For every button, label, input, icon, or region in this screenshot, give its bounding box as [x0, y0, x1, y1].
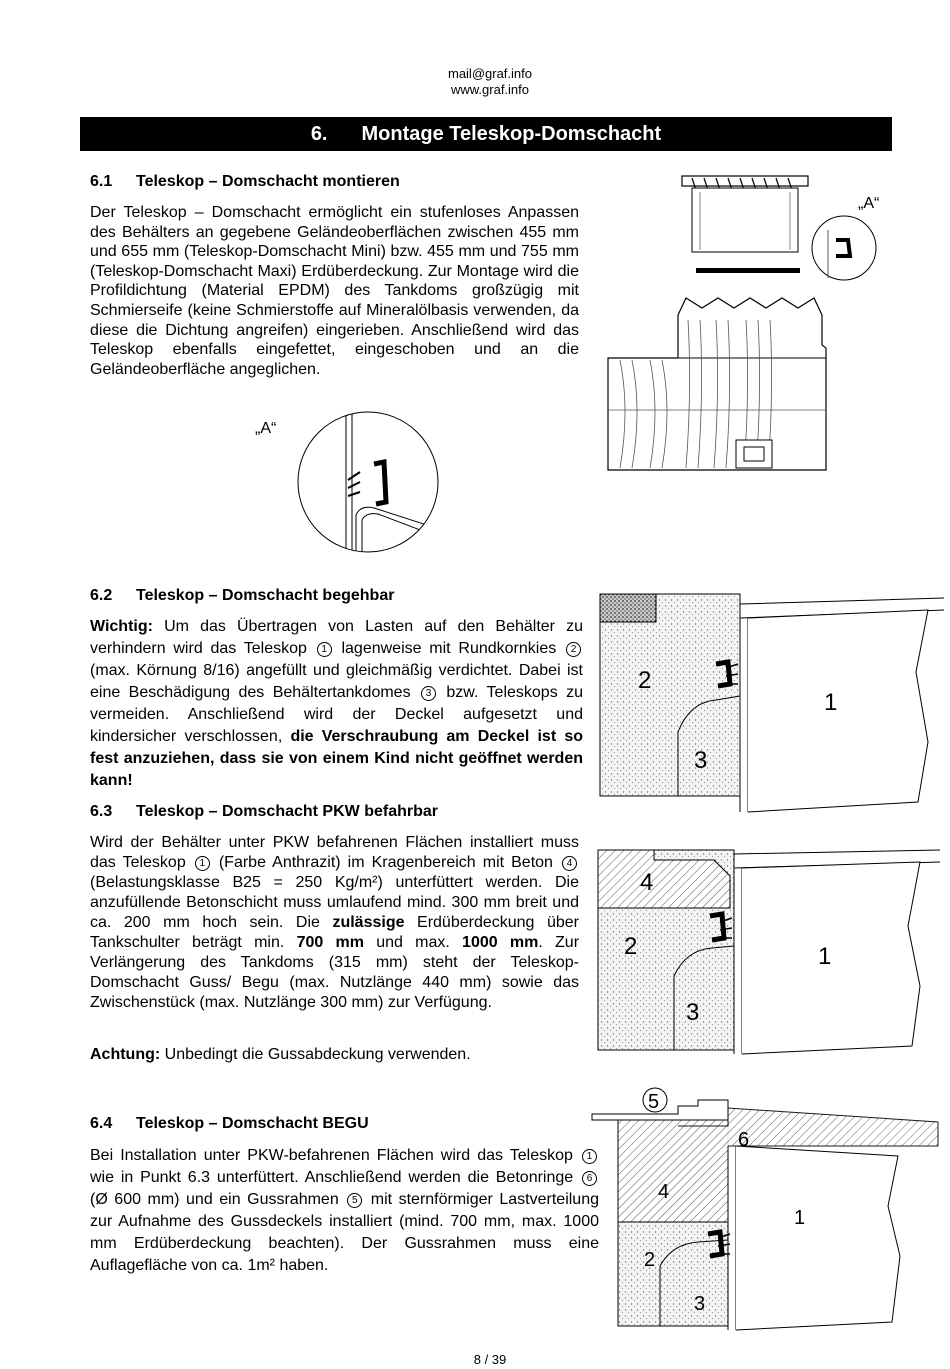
- important-label: Wichtig:: [90, 618, 153, 635]
- label-3: 3: [694, 1293, 706, 1315]
- page-number: 8 / 39: [473, 1352, 507, 1367]
- detail-label-a: „A“: [858, 195, 880, 212]
- label-1: 1: [794, 1207, 806, 1229]
- text-run: . Zur Verlängerung des Tankdoms (315 mm) steht der Teleskop-Domschacht Guss/ Begu (max. Nutzlänge 440 mm) sowie das Zwischenstück (max. Nutzlänge 300 mm) zur Verfügung.: [90, 934, 580, 1011]
- section-6-4-text: [90, 1145, 599, 1277]
- circled-number: 1: [195, 856, 210, 871]
- figure-pkw-cross-section: [594, 846, 944, 1056]
- text-run: Wird der Behälter unter PKW befahrenen Flächen installiert muss das Teleskop: [90, 834, 579, 871]
- detail-label-a-large: „A“: [255, 420, 277, 437]
- circled-number: 6: [582, 1171, 597, 1186]
- label-2: 2: [638, 667, 652, 694]
- section-title: Teleskop – Domschacht begehbar: [136, 587, 395, 604]
- text-run: (Farbe Anthrazit) im Kragenbereich mit Beton: [211, 854, 561, 871]
- section-6-3-heading: [90, 803, 438, 821]
- header-website: www.graf.info: [450, 82, 530, 97]
- label-6: 6: [738, 1129, 750, 1151]
- label-2: 2: [624, 933, 638, 960]
- text-run: Um das Übertragen von Lasten auf den Behälter zu verhindern wird das Teleskop: [90, 618, 583, 657]
- section-title: Teleskop – Domschacht PKW befahrbar: [136, 803, 438, 820]
- text-run: (Ø 600 mm) und ein Gussrahmen: [90, 1191, 346, 1208]
- section-number: 6.2: [90, 587, 113, 604]
- figure-begehbar-cross-section: [598, 592, 946, 814]
- section-number: 6.1: [90, 173, 113, 190]
- label-5: 5: [648, 1091, 660, 1113]
- section-6-4-heading: [90, 1115, 369, 1133]
- section-6-3-text: [90, 833, 579, 1013]
- circled-number: 4: [562, 856, 577, 871]
- circled-number: 5: [347, 1193, 362, 1208]
- section-6-2-text: [90, 616, 583, 792]
- figure-begu-cross-section: [588, 1086, 944, 1332]
- chapter-number: 6.: [310, 123, 328, 145]
- label-4: 4: [640, 869, 654, 896]
- section-6-1-heading: [90, 173, 400, 191]
- text-run: und max.: [363, 934, 463, 951]
- section-6-3-note: [90, 1045, 579, 1065]
- label-1: 1: [824, 689, 838, 716]
- text-run: Erdüberdeckung über Tankschulter beträgt min.: [90, 914, 580, 951]
- text-run: Unbedingt die Gussabdeckung verwenden.: [160, 1046, 471, 1063]
- attention-label: Achtung:: [90, 1046, 161, 1063]
- text-run: bzw. Teleskops zu vermeiden. Anschließend wird der Deckel aufgesetzt und kindersicher verschlossen,: [90, 684, 583, 745]
- detail-a-seal-illustration: [296, 410, 441, 555]
- bold-text: 1000 mm: [462, 934, 539, 951]
- label-4: 4: [658, 1181, 670, 1203]
- text-run: mit sternförmiger Lastverteilung zur Aufnahme des Gussdeckels installiert (mind. 700 mm, max. 1000 mm Erdüberdeckung beachten). Der Gussrahmen muss eine Auflagefläche von ca. 1m² haben.: [90, 1191, 599, 1274]
- section-number: 6.4: [90, 1115, 113, 1132]
- circled-number: 1: [317, 642, 332, 657]
- label-2: 2: [644, 1249, 656, 1271]
- warning-text: die Verschraubung am Deckel ist so fest anzuziehen, dass sie von einem Kind nicht geöffnet werden kann!: [90, 728, 583, 789]
- section-number: 6.3: [90, 803, 113, 820]
- tank-telescope-illustration: [600, 170, 890, 480]
- section-title: Teleskop – Domschacht BEGU: [136, 1115, 369, 1132]
- chapter-title: Montage Teleskop-Domschacht: [361, 123, 662, 145]
- label-1: 1: [818, 943, 832, 970]
- label-3: 3: [694, 747, 708, 774]
- text-run: (Belastungsklasse B25 = 250 Kg/m²) unterfüttert werden. Die anzufüllende Betonschicht muss umlaufend mind. 300 mm breit und ca. 200 mm hoch sein. Die: [90, 874, 579, 931]
- label-3: 3: [686, 999, 700, 1026]
- bold-text: 700 mm: [296, 934, 364, 951]
- chapter-title-bar: [80, 117, 892, 151]
- section-title: Teleskop – Domschacht montieren: [136, 173, 400, 190]
- circled-number: 1: [582, 1149, 597, 1164]
- circled-number: 2: [566, 642, 581, 657]
- text-run: wie in Punkt 6.3 unterfüttert. Anschließend werden die Betonringe: [90, 1169, 580, 1186]
- header-email: mail@graf.info: [447, 66, 532, 81]
- section-6-1-text: Der Teleskop – Domschacht ermöglicht ein stufenloses Anpassen des Behälters an gegebene Geländeoberflächen zwischen 455 mm und 655 mm (Teleskop-Domschacht Mini) bzw. 455 mm und 755 mm (Teleskop-Domschacht Maxi) Erdüberdeckung. Zur Montage wird die Profildichtung (Material EPDM) des Tankdoms großzügig mit Schmierseife (keine Schmierstoffe auf Mineralölbasis verwenden, da diese die Dichtung angreifen) eingerieben. Anschließend wird das Teleskop ebenfalls eingefettet, eingeschoben und an die Geländeoberfläche angeglichen.: [90, 204, 579, 378]
- bold-text: zulässige: [332, 914, 405, 931]
- text-run: Bei Installation unter PKW-befahrenen Flächen wird das Teleskop: [90, 1147, 580, 1164]
- section-6-2-heading: [90, 587, 394, 605]
- circled-number: 3: [421, 686, 436, 701]
- text-run: (max. Körnung 8/16) angefüllt und gleichmäßig verdichtet. Dabei ist eine Beschädigung des Behältertankdomes: [90, 662, 583, 701]
- text-run: lagenweise mit Rundkornkies: [333, 640, 564, 657]
